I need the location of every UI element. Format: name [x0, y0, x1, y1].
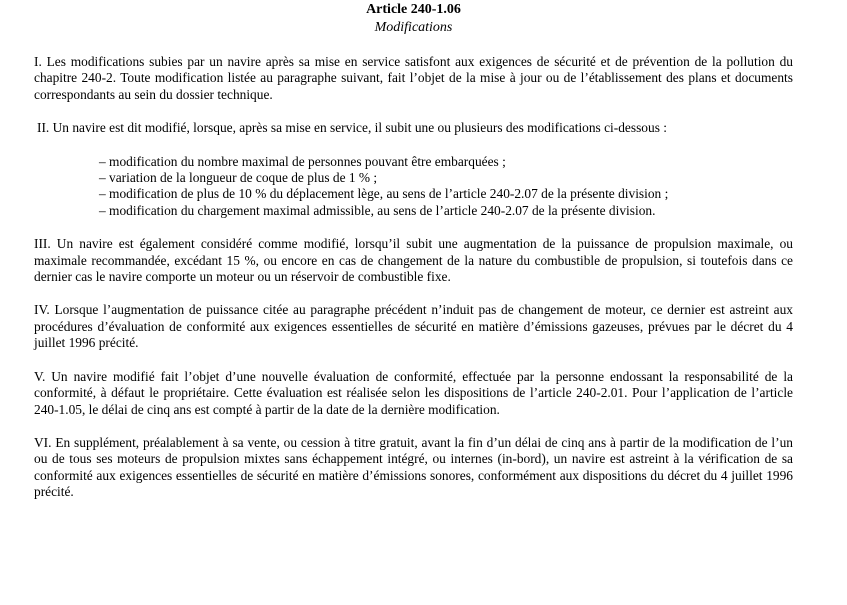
modification-list	[34, 154, 793, 220]
list-item: – modification de plus de 10 % du déplacement lège, au sens de l’article 240-2.07 de la présente division ;	[99, 186, 669, 202]
paragraph-i: I. Les modifications subies par un navire après sa mise en service satisfont aux exigences de sécurité et de prévention de la pollution du chapitre 240-2. Toute modification listée au paragraphe suivant, fait l’objet de la mise à jour ou de l’établissement des plans et documents correspondants au sein du dossier technique.	[34, 54, 793, 102]
list-item: – modification du chargement maximal admissible, au sens de l’article 240-2.07 de la présente division.	[99, 202, 656, 218]
document-page	[34, 0, 793, 518]
article-title: Article 240-1.06	[366, 2, 461, 17]
paragraph-iii: III. Un navire est également considéré comme modifié, lorsqu’il subit une augmentation de la puissance de propulsion maximale, ou maximale recommandée, excédant 15 %, ou encore en cas de changement de la nature du combustible de propulsion, si toutefois dans ce dernier cas le navire comporte un moteur ou un réservoir de combustible fixe.	[34, 236, 793, 285]
paragraph-v: V. Un navire modifié fait l’objet d’une nouvelle évaluation de conformité, effectuée par la personne endossant la responsabilité de la conformité, à défaut le propriétaire. Cette évaluation est réalisée selon les dispositions de l’article 240-2.01. Pour l’application de l’article 240-1.05, le délai de cinq ans est compté à partir de la date de la dernière modification.	[34, 368, 793, 417]
paragraph-ii: II. Un navire est dit modifié, lorsque, après sa mise en service, il subit une ou plusieurs des modifications ci-dessous :	[37, 120, 667, 136]
paragraph-vi: VI. En supplément, préalablement à sa vente, ou cession à titre gratuit, avant la fin d’un délai de cinq ans à partir de la modification de l’un ou de tous ses moteurs de propulsion mixtes sans échappement intégré, ou internes (in-bord), un navire est astreint à la vérification de sa conformité aux exigences essentielles de sécurité en matière d’émissions sonores, conformément aux dispositions du décret du 4 juillet 1996 précité.	[34, 434, 793, 500]
paragraph-iv: IV. Lorsque l’augmentation de puissance citée au paragraphe précédent n’induit pas de changement de moteur, ce dernier est astreint aux procédures d’évaluation de conformité aux exigences essentielles de sécurité en matière d’émissions gazeuses, prévues par le décret du 4 juillet 1996 précité.	[34, 302, 793, 351]
list-item: – variation de la longueur de coque de plus de 1 % ;	[99, 170, 378, 186]
article-subtitle: Modifications	[374, 20, 453, 35]
list-item: – modification du nombre maximal de personnes pouvant être embarquées ;	[99, 153, 506, 169]
